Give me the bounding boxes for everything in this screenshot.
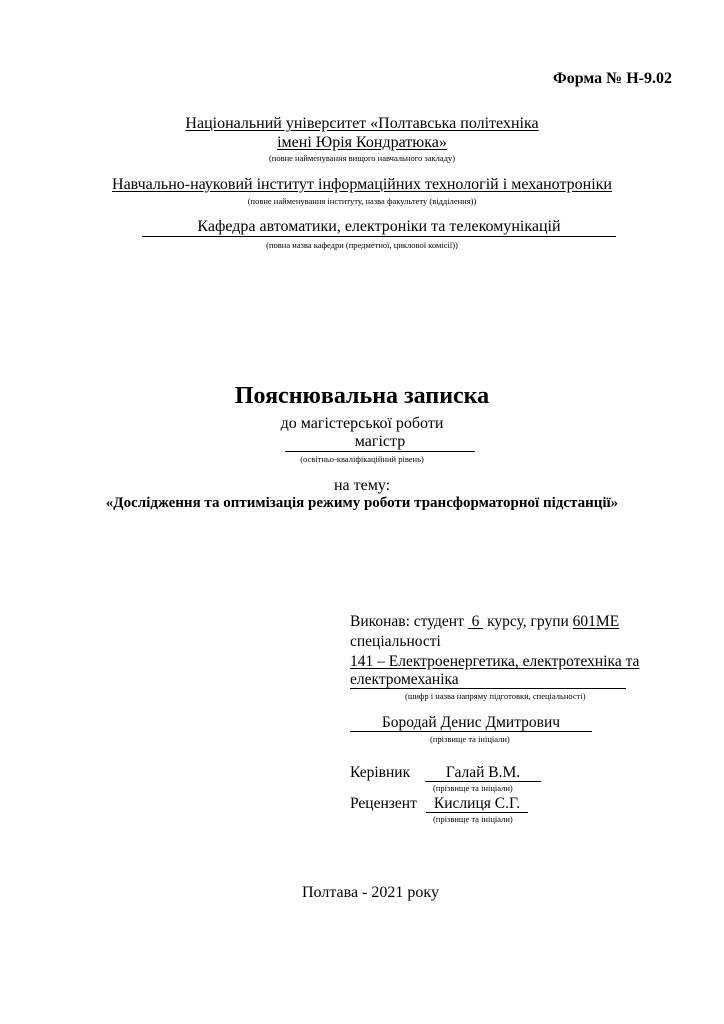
department-name: Кафедра автоматики, електроніки та телекомунікацій — [142, 218, 616, 237]
specialty-line2: електромеханіка — [350, 671, 626, 689]
group-number: 601МЕ — [572, 613, 620, 630]
specialty-label: спеціальності — [350, 633, 441, 650]
university-name-line1: Національний університет «Полтавська політехніка — [185, 115, 539, 132]
institute-caption: (повне найменування інституту, назва факультету (відділення)) — [247, 196, 477, 206]
level-caption: (освітньо-кваліфікаційний рівень) — [300, 454, 424, 464]
supervisor-name: Галай В.М. — [425, 764, 541, 782]
course-value: 6 — [471, 613, 480, 630]
form-number: Форма № Н-9.02 — [552, 70, 672, 87]
topic-label: на тему: — [333, 477, 391, 494]
university-caption: (повне найменування вищого навчального закладу) — [268, 153, 456, 163]
specialty-line2-wrap — [350, 671, 626, 689]
done-by-label: Виконав: студент — [350, 613, 464, 630]
specialty-caption: (шифр і назва напряму підготовки, спеціальності) — [405, 691, 586, 701]
specialty-line1: 141 – Електроенергетика, електротехніка та — [350, 653, 640, 670]
student-name: Бородай Денис Дмитрович — [350, 714, 592, 732]
institute-name: Навчально-науковий інститут інформаційних технологій і механотроніки — [112, 176, 612, 193]
department-caption: (повна назва кафедри (предметної, циклової комісії)) — [266, 240, 458, 250]
supervisor-caption: (прізвище та ініціали) — [433, 783, 513, 793]
document-subtitle: до магістерської роботи — [280, 415, 444, 432]
city-year: Полтава - 2021 року — [302, 884, 439, 901]
student-name-caption: (прізвище та ініціали) — [430, 734, 510, 744]
level-line — [285, 433, 475, 452]
author-line — [350, 613, 619, 631]
student-name-wrap — [350, 714, 592, 732]
reviewer-caption: (прізвище та ініціали) — [433, 814, 513, 824]
department-line — [142, 218, 616, 237]
reviewer-name: Кислиця С.Г. — [426, 795, 528, 813]
supervisor-name-wrap — [425, 764, 541, 782]
supervisor-label: Керівник — [350, 764, 411, 781]
course-number — [468, 613, 484, 630]
reviewer-name-wrap — [426, 795, 528, 813]
qualification-level: магістр — [285, 433, 475, 452]
topic-title: «Дослідження та оптимізація режиму роботи трансформаторної підстанції» — [105, 495, 619, 511]
reviewer-label: Рецензент — [350, 795, 417, 812]
document-title: Пояснювальна записка — [234, 383, 490, 409]
university-name-line2: імені Юрія Кондратюка» — [277, 134, 447, 151]
course-group-label: курсу, групи — [487, 613, 569, 630]
